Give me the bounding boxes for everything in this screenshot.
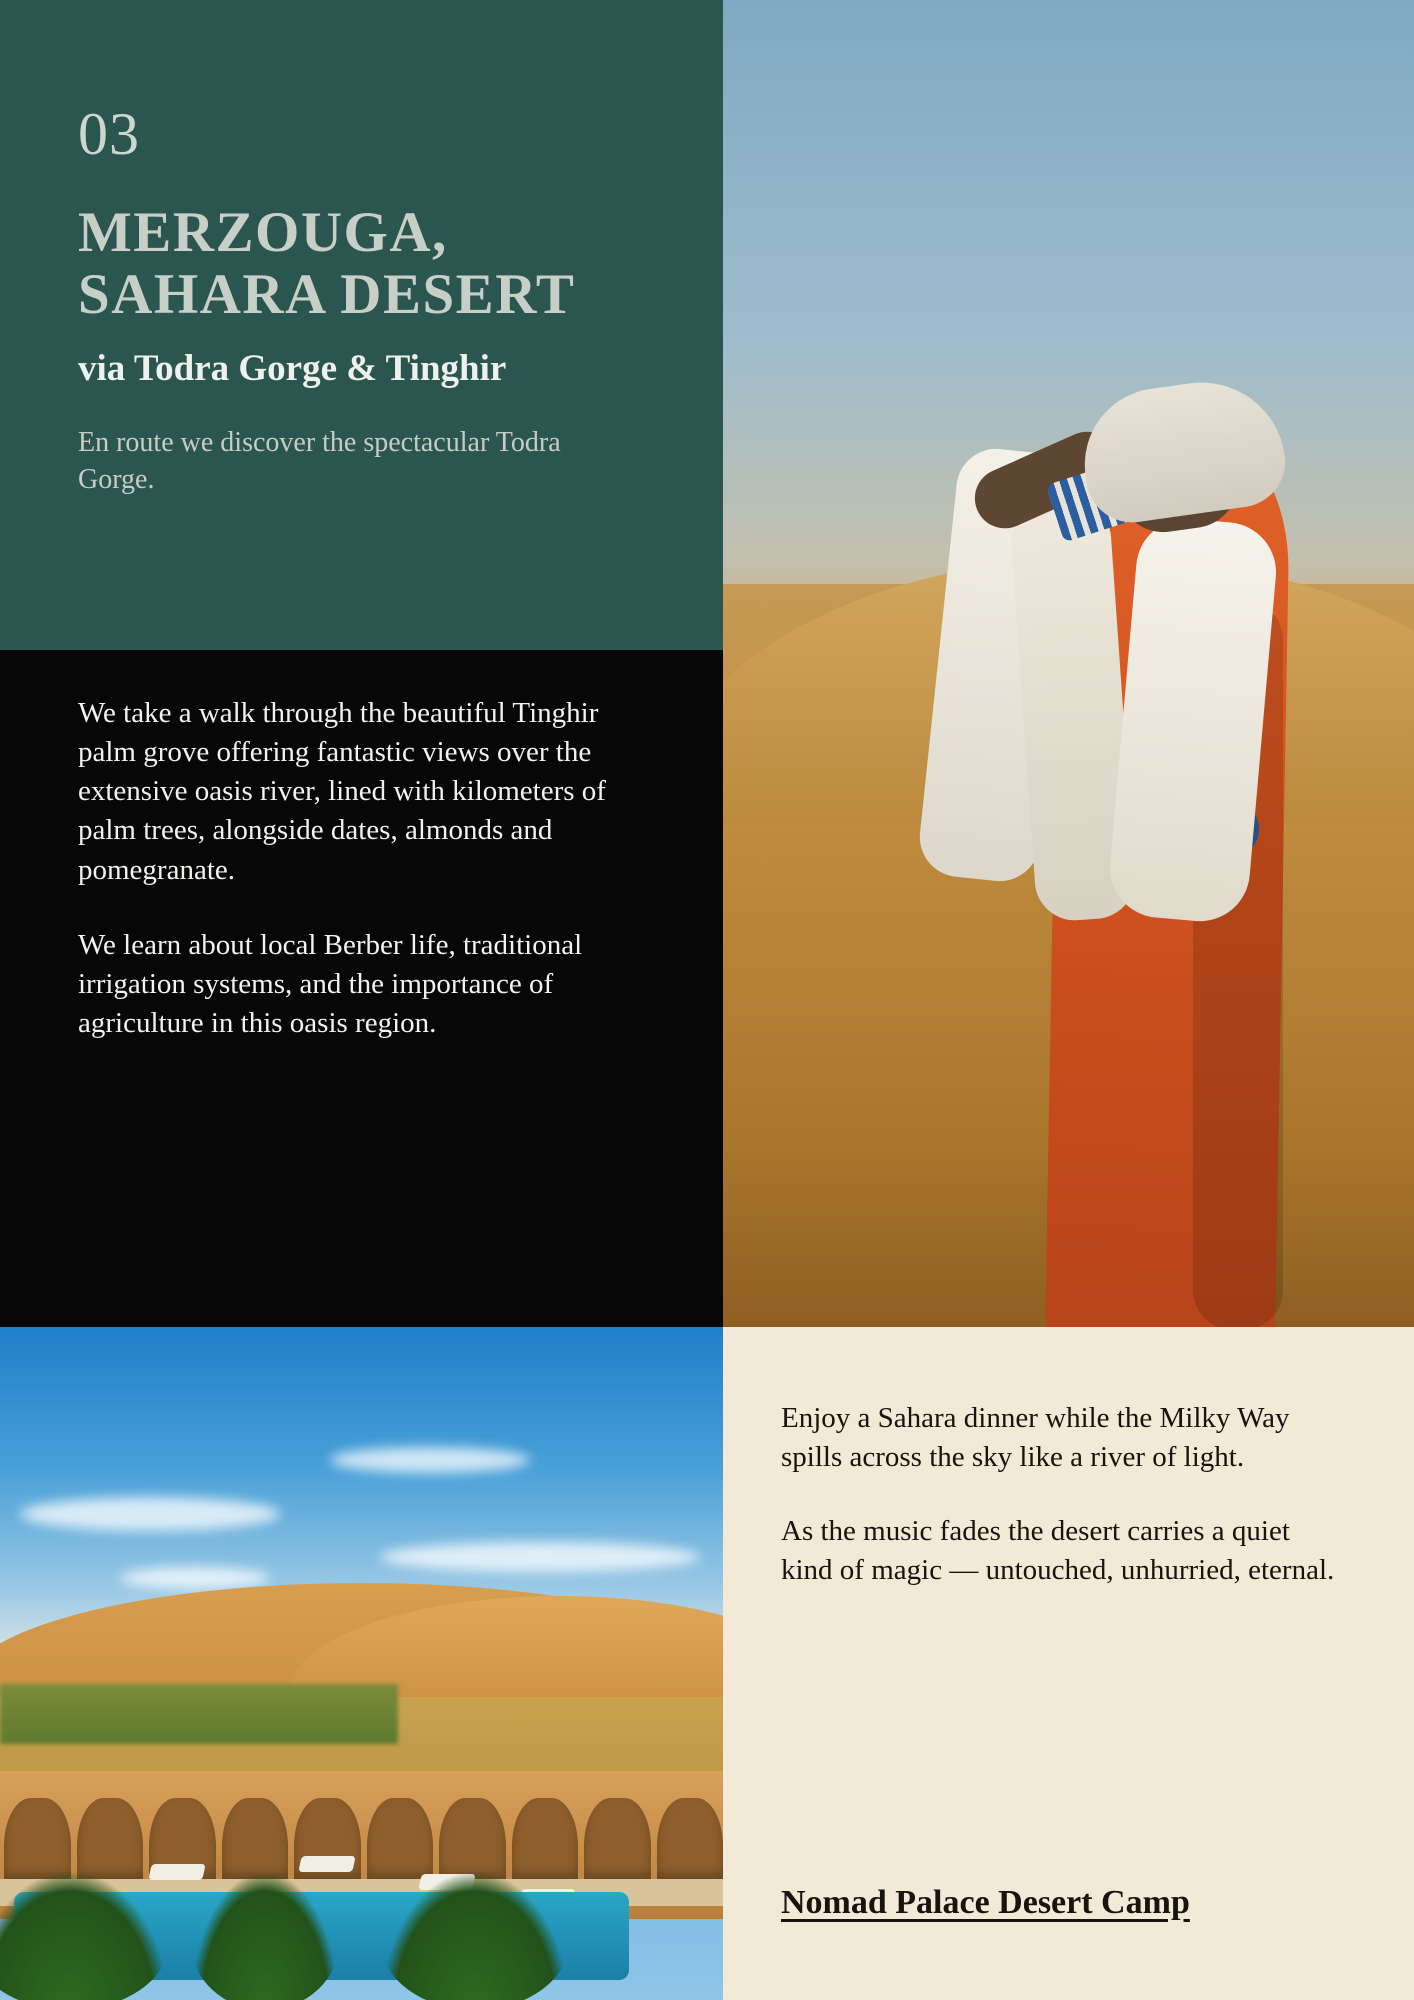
palm-tree <box>380 1870 570 2000</box>
desert-camp-photo <box>0 1327 723 2000</box>
left-body-panel <box>0 650 723 1327</box>
page-subtitle: via Todra Gorge & Tinghir <box>78 348 507 390</box>
right-paragraph-1: Enjoy a Sahara dinner while the Milky Way spills across the sky like a river of light. <box>781 1402 1290 1473</box>
right-paragraph-2: As the music fades the desert carries a quiet kind of magic — untouched, unhurried, eternal. <box>781 1515 1335 1586</box>
arch <box>77 1798 144 1879</box>
cloud <box>380 1542 700 1572</box>
arch <box>512 1798 579 1879</box>
lounger <box>298 1856 355 1872</box>
page-title-line-2: SAHARA DESERT <box>78 262 576 326</box>
arch <box>584 1798 651 1879</box>
cloud <box>120 1567 270 1589</box>
arcade-arches <box>0 1798 723 1879</box>
left-paragraph-2: We learn about local Berber life, traditional irrigation systems, and the importance of agriculture in this oasis region. <box>78 928 583 1039</box>
left-paragraph-1: We take a walk through the beautiful Tinghir palm grove offering fantastic views over the extensive oasis river, lined with kilometers of palm trees, alongside dates, almonds and pomegranate. <box>78 697 606 886</box>
arch <box>439 1798 506 1879</box>
oasis-greenbelt <box>0 1684 398 1745</box>
right-body-panel <box>723 1327 1414 2000</box>
lounger <box>148 1864 205 1880</box>
section-number: 03 <box>78 101 140 167</box>
desert-camp-link[interactable]: Nomad Palace Desert Camp <box>781 1884 1190 1921</box>
section-header-panel <box>0 0 723 650</box>
palm-tree <box>190 1870 340 2000</box>
arch <box>657 1798 724 1879</box>
page-title-line-1: MERZOUGA, <box>78 201 448 264</box>
page-title <box>78 202 645 325</box>
arch <box>4 1798 71 1879</box>
cloud <box>20 1497 280 1531</box>
cloud <box>330 1447 530 1473</box>
arch <box>222 1798 289 1879</box>
berber-man-photo <box>723 0 1414 1327</box>
section-lede: En route we discover the spectacular Todra Gorge. <box>78 427 561 496</box>
arch <box>367 1798 434 1879</box>
